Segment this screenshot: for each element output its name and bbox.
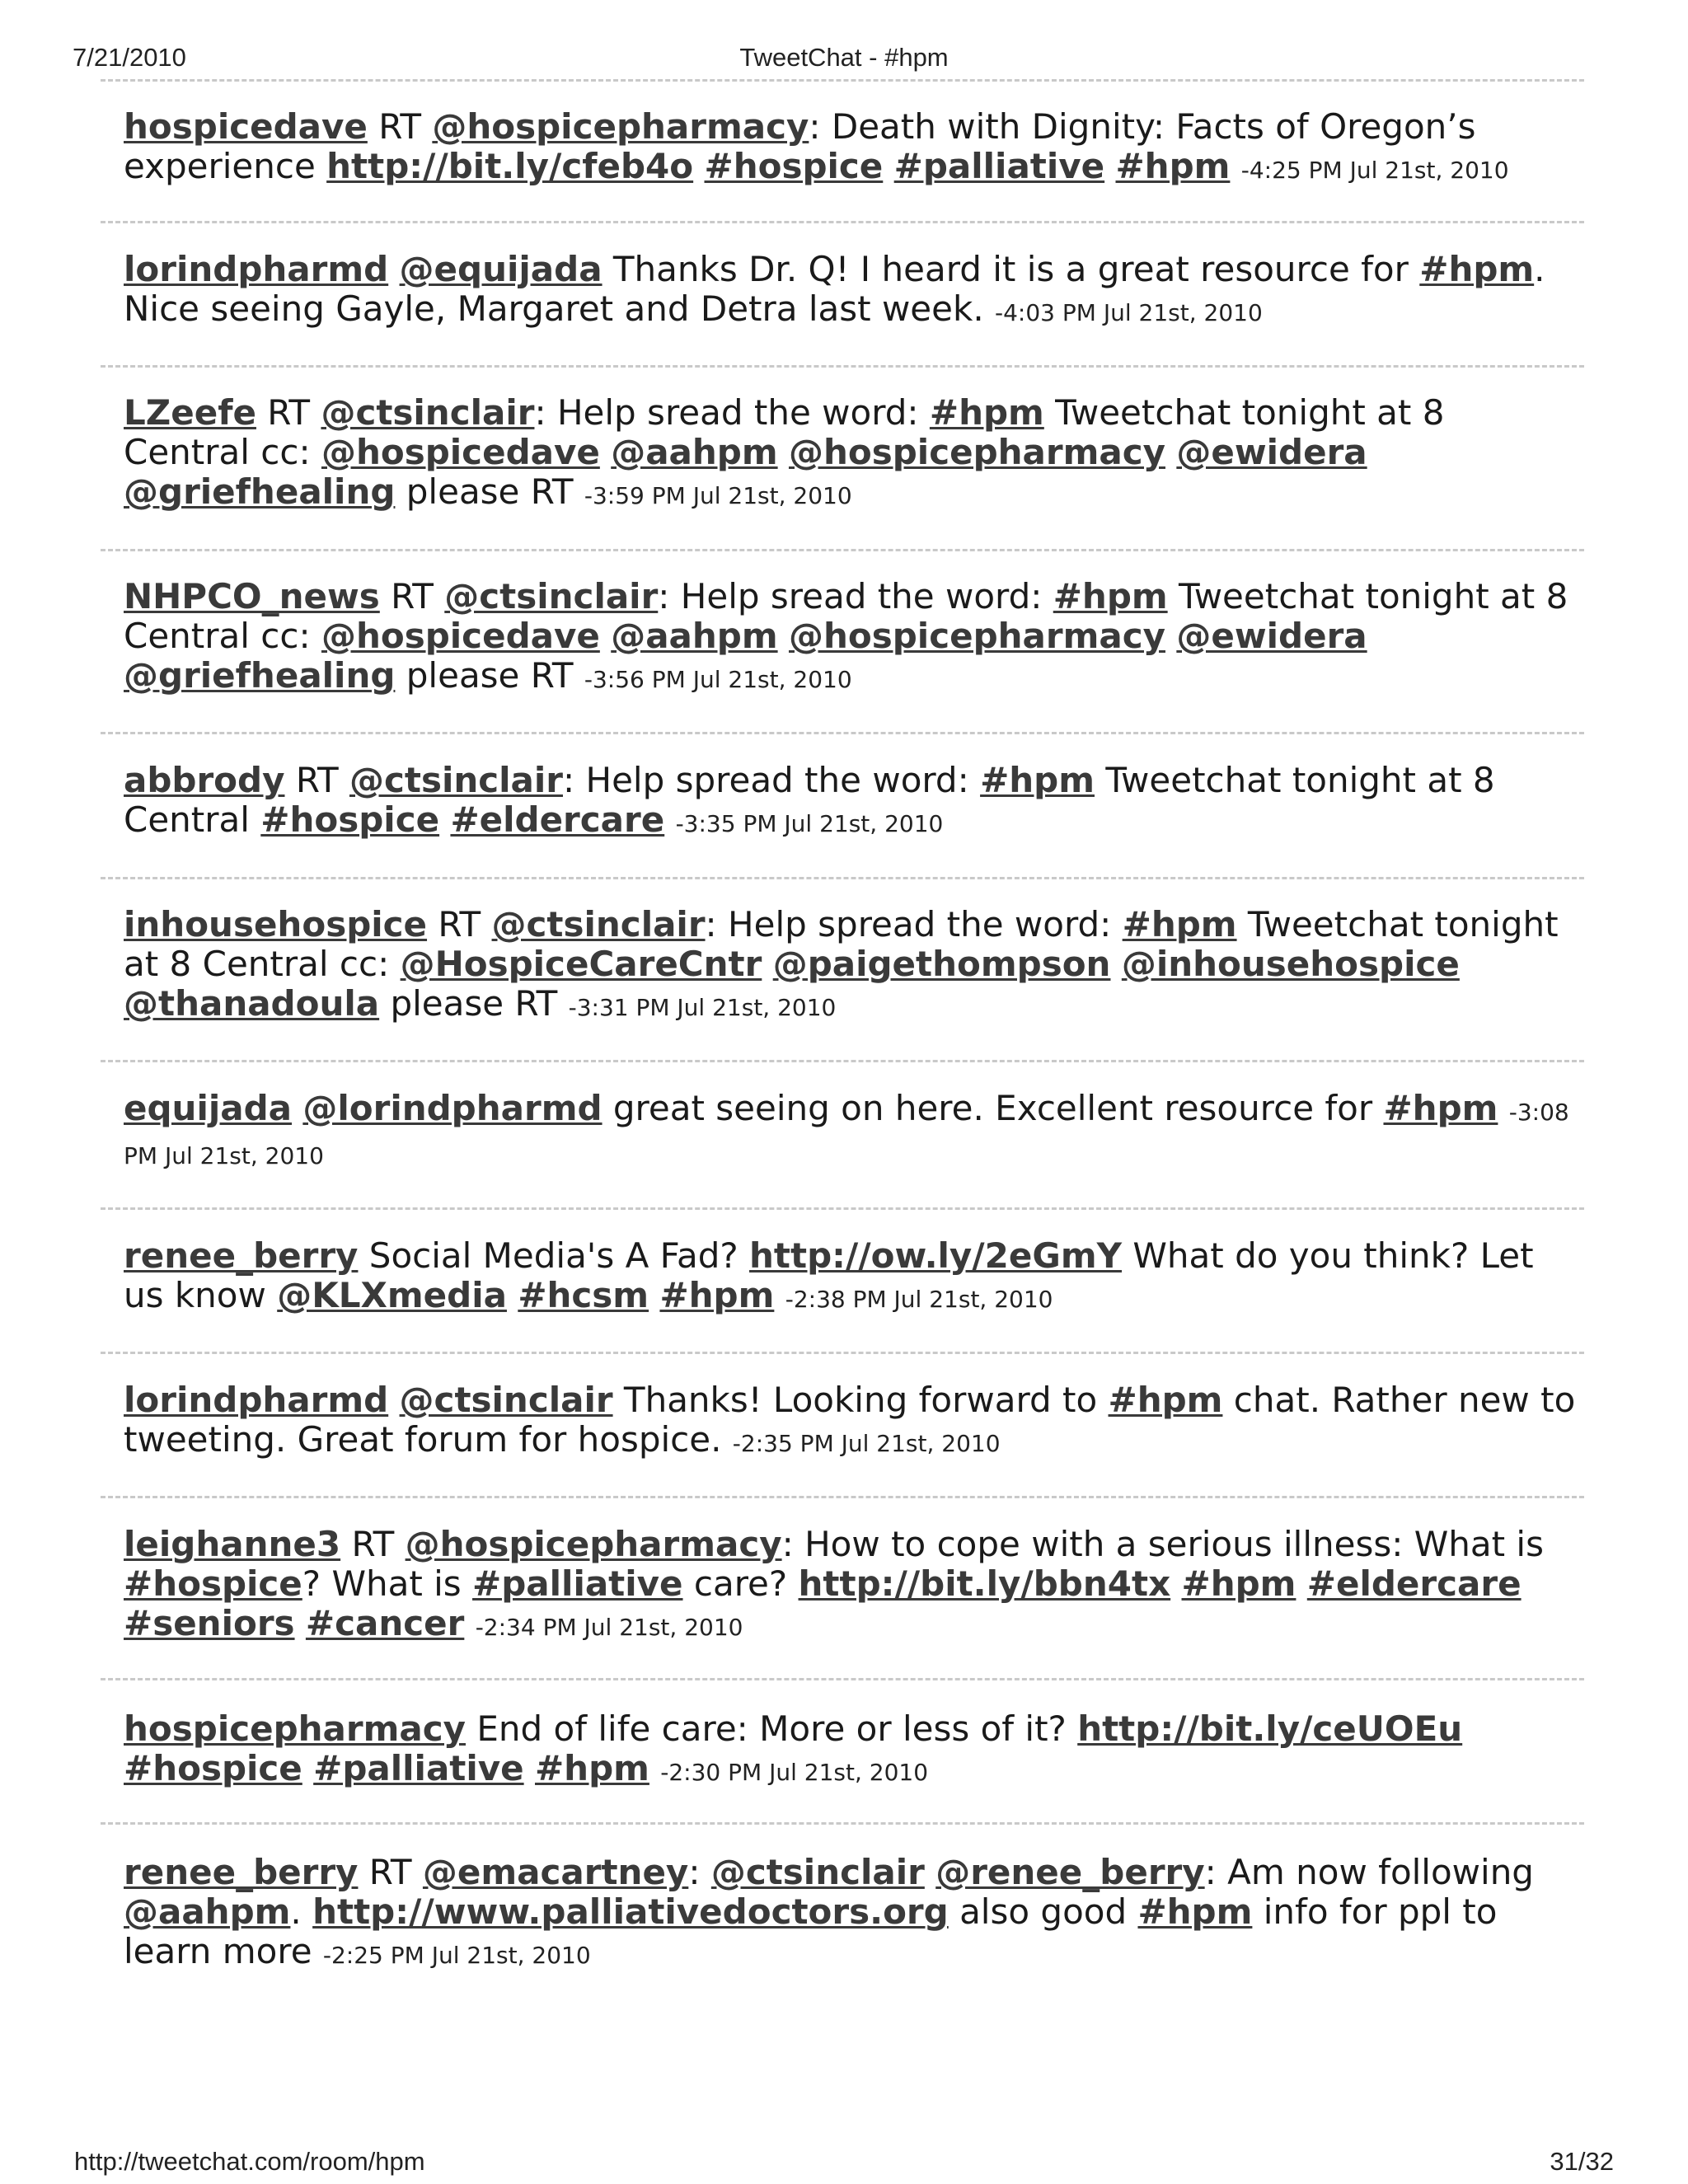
tweet-separator bbox=[101, 79, 1584, 82]
tweet-timestamp: -2:30 PM Jul 21st, 2010 bbox=[660, 1759, 929, 1786]
page-number: 31/32 bbox=[1550, 2147, 1614, 2176]
tweet bbox=[124, 393, 1578, 516]
tweet-separator bbox=[101, 1678, 1584, 1680]
tweet-text bbox=[1230, 146, 1240, 186]
tweet-text bbox=[388, 1380, 399, 1420]
tweet-text: great seeing on here. Excellent resource for bbox=[602, 1088, 1384, 1128]
tweet-timestamp: -3:35 PM Jul 21st, 2010 bbox=[675, 810, 944, 837]
tweet-timestamp: -2:35 PM Jul 21st, 2010 bbox=[732, 1430, 1001, 1457]
tweet-text: please RT bbox=[395, 471, 584, 512]
tweet-timestamp: -3:08 PM Jul 21st, 2010 bbox=[124, 1099, 1569, 1169]
tweet-text bbox=[778, 432, 789, 472]
tweet-timestamp: -3:59 PM Jul 21st, 2010 bbox=[584, 482, 852, 509]
tweet-timestamp: -2:34 PM Jul 21st, 2010 bbox=[475, 1614, 743, 1641]
tweet-text: please RT bbox=[379, 983, 569, 1024]
url-link[interactable]: http://bit.ly/ceUOEu bbox=[1077, 1708, 1463, 1749]
tweet-username-link[interactable]: renee_berry bbox=[124, 1235, 359, 1276]
tweet-timestamp: -2:38 PM Jul 21st, 2010 bbox=[785, 1286, 1053, 1313]
mention-link[interactable]: @ctsinclair bbox=[710, 1852, 925, 1892]
tweet-text bbox=[1104, 146, 1115, 186]
tweet-text bbox=[649, 1275, 659, 1315]
tweet-text bbox=[1165, 616, 1176, 656]
tweet-text bbox=[1296, 1563, 1306, 1604]
tweet bbox=[124, 1709, 1578, 1793]
hashtag-link[interactable]: #hpm bbox=[1115, 146, 1231, 186]
tweet-text: Thanks! Looking forward to bbox=[612, 1380, 1109, 1420]
url-link[interactable]: http://ow.ly/2eGmY bbox=[749, 1235, 1123, 1276]
tweet-username-link[interactable]: hospicepharmacy bbox=[124, 1708, 466, 1749]
tweet-username-link[interactable]: inhousehospice bbox=[124, 904, 428, 944]
tweet bbox=[124, 1236, 1578, 1319]
hashtag-link[interactable]: #hcsm bbox=[518, 1275, 649, 1315]
mention-link[interactable]: @HospiceCareCntr bbox=[400, 944, 762, 984]
tweet-text: RT bbox=[379, 576, 445, 616]
tweet-text: Tweetchat tonight at 8 Central cc: bbox=[124, 392, 1445, 472]
hashtag-link[interactable]: #hpm bbox=[1137, 1891, 1253, 1932]
hashtag-link[interactable]: #hpm bbox=[1122, 904, 1237, 944]
mention-link[interactable]: @aahpm bbox=[611, 616, 778, 656]
tweet-username-link[interactable]: renee_berry bbox=[124, 1852, 359, 1892]
hashtag-link[interactable]: #cancer bbox=[305, 1603, 465, 1643]
tweet-text: : Help sread the word: bbox=[534, 392, 930, 433]
tweet-separator bbox=[101, 1822, 1584, 1825]
url-link[interactable]: http://www.palliativedoctors.org bbox=[312, 1891, 949, 1932]
mention-link[interactable]: @griefhealing bbox=[124, 655, 396, 696]
tweet-text bbox=[762, 944, 772, 984]
tweet bbox=[124, 577, 1578, 700]
mention-link[interactable]: @hospicepharmacy bbox=[788, 432, 1165, 472]
tweet-text: also good bbox=[948, 1891, 1138, 1932]
tweet-text: ? What is bbox=[302, 1563, 473, 1604]
tweet-username-link[interactable]: NHPCO_news bbox=[124, 576, 380, 616]
page-url: http://tweetchat.com/room/hpm bbox=[74, 2147, 425, 2176]
mention-link[interactable]: @hospicepharmacy bbox=[788, 616, 1165, 656]
mention-link[interactable]: @ctsinclair bbox=[349, 760, 563, 800]
tweet bbox=[124, 761, 1578, 844]
mention-link[interactable]: @ctsinclair bbox=[399, 1380, 613, 1420]
mention-link[interactable]: @aahpm bbox=[611, 432, 778, 472]
tweet-timestamp: -4:25 PM Jul 21st, 2010 bbox=[1240, 157, 1509, 184]
tweet-text bbox=[524, 1748, 535, 1788]
tweet-text bbox=[600, 432, 611, 472]
tweet-text: : Help spread the word: bbox=[562, 760, 981, 800]
mention-link[interactable]: @thanadoula bbox=[124, 983, 380, 1024]
tweet-text: chat. Rather new to tweeting. Great forum for hospice. bbox=[124, 1380, 1576, 1460]
tweet-username-link[interactable]: lorindpharmd bbox=[124, 249, 389, 289]
tweet-text bbox=[507, 1275, 518, 1315]
tweet-text bbox=[693, 146, 704, 186]
hashtag-link[interactable]: #hpm bbox=[534, 1748, 649, 1788]
hashtag-link[interactable]: #hpm bbox=[659, 1275, 775, 1315]
tweet-text bbox=[600, 616, 611, 656]
mention-link[interactable]: @KLXmedia bbox=[277, 1275, 507, 1315]
tweet-text: info for ppl to learn more bbox=[124, 1891, 1498, 1971]
hashtag-link[interactable]: #seniors bbox=[124, 1603, 295, 1643]
hashtag-link[interactable]: #hospice bbox=[704, 146, 884, 186]
tweet-text bbox=[1110, 944, 1121, 984]
mention-link[interactable]: @ctsinclair bbox=[444, 576, 659, 616]
tweet-timestamp: -4:03 PM Jul 21st, 2010 bbox=[995, 299, 1263, 326]
url-link[interactable]: http://bit.ly/bbn4tx bbox=[798, 1563, 1171, 1604]
tweet-text: Tweetchat tonight at 8 Central cc: bbox=[124, 904, 1559, 984]
mention-link[interactable]: @hospicepharmacy bbox=[405, 1524, 782, 1564]
tweet-text bbox=[925, 1852, 935, 1892]
mention-link[interactable]: @hospicedave bbox=[321, 432, 600, 472]
mention-link[interactable]: @ewidera bbox=[1176, 616, 1367, 656]
tweet-text: : Help sread the word: bbox=[658, 576, 1053, 616]
tweet-text: Social Media's A Fad? bbox=[358, 1235, 750, 1276]
tweet-username-link[interactable]: hospicedave bbox=[124, 106, 368, 147]
tweet-separator bbox=[101, 1207, 1584, 1210]
mention-link[interactable]: @equijada bbox=[399, 249, 603, 289]
tweet-username-link[interactable]: lorindpharmd bbox=[124, 1380, 389, 1420]
tweet-username-link[interactable]: abbrody bbox=[124, 760, 285, 800]
mention-link[interactable]: @renee_berry bbox=[935, 1852, 1205, 1892]
tweet-text: What do you think? Let us know bbox=[124, 1235, 1534, 1315]
tweet-text: . bbox=[290, 1891, 313, 1932]
tweet-text: RT bbox=[427, 904, 492, 944]
tweet-text: Tweetchat tonight at 8 Central cc: bbox=[124, 576, 1568, 656]
mention-link[interactable]: @ewidera bbox=[1176, 432, 1367, 472]
mention-link[interactable]: @inhousehospice bbox=[1121, 944, 1460, 984]
tweet-text bbox=[649, 1748, 660, 1788]
tweet-timestamp: -3:31 PM Jul 21st, 2010 bbox=[568, 994, 837, 1021]
tweet-text: RT bbox=[256, 392, 321, 433]
print-date: 7/21/2010 bbox=[73, 43, 186, 72]
tweet-separator bbox=[101, 1496, 1584, 1498]
tweet-text bbox=[883, 146, 893, 186]
tweet-username-link[interactable]: LZeefe bbox=[124, 392, 256, 433]
hashtag-link[interactable]: #hospice bbox=[124, 1563, 302, 1604]
tweet-text: : bbox=[688, 1852, 711, 1892]
hashtag-link[interactable]: #palliative bbox=[472, 1563, 683, 1604]
hashtag-link[interactable]: #hpm bbox=[1181, 1563, 1296, 1604]
tweet-text: care? bbox=[682, 1563, 799, 1604]
tweet-text: RT bbox=[284, 760, 349, 800]
tweet bbox=[124, 905, 1578, 1028]
tweet-text: End of life care: More or less of it? bbox=[466, 1708, 1078, 1749]
hashtag-link[interactable]: #hpm bbox=[1108, 1380, 1223, 1420]
tweet-text: : How to cope with a serious illness: What is bbox=[781, 1524, 1544, 1564]
hashtag-link[interactable]: #palliative bbox=[893, 146, 1105, 186]
tweet-text bbox=[388, 249, 399, 289]
tweet-text: : Death with Dignity: Facts of Oregon’s experience bbox=[124, 106, 1476, 186]
tweet-text bbox=[302, 1748, 313, 1788]
hashtag-link[interactable]: #hpm bbox=[980, 760, 1095, 800]
tweet-separator bbox=[101, 549, 1584, 551]
tweet-text: please RT bbox=[395, 655, 584, 696]
hashtag-link[interactable]: #hospice bbox=[124, 1748, 302, 1788]
mention-link[interactable]: @emacartney bbox=[422, 1852, 689, 1892]
url-link[interactable]: http://bit.ly/cfeb4o bbox=[326, 146, 694, 186]
tweet-text: Tweetchat tonight at 8 Central bbox=[124, 760, 1495, 840]
tweet-username-link[interactable]: equijada bbox=[124, 1088, 292, 1128]
tweet bbox=[124, 250, 1578, 333]
page-title: TweetChat - #hpm bbox=[739, 43, 949, 72]
tweet-text: RT bbox=[367, 106, 433, 147]
tweet-timestamp: -3:56 PM Jul 21st, 2010 bbox=[584, 666, 852, 693]
hashtag-link[interactable]: #hpm bbox=[1383, 1088, 1498, 1128]
tweet bbox=[124, 1089, 1578, 1176]
tweet-text: RT bbox=[358, 1852, 423, 1892]
tweet-text: : Am now following bbox=[1204, 1852, 1534, 1892]
mention-link[interactable]: @ctsinclair bbox=[491, 904, 706, 944]
tweet bbox=[124, 1380, 1578, 1464]
tweet-username-link[interactable]: leighanne3 bbox=[124, 1524, 341, 1564]
mention-link[interactable]: @hospicepharmacy bbox=[432, 106, 809, 147]
tweet-text bbox=[1170, 1563, 1181, 1604]
tweet-separator bbox=[101, 732, 1584, 734]
hashtag-link[interactable]: #eldercare bbox=[1306, 1563, 1522, 1604]
tweet-text bbox=[439, 799, 450, 840]
tweet bbox=[124, 1525, 1578, 1647]
tweet-text bbox=[1165, 432, 1176, 472]
tweet-text bbox=[292, 1088, 302, 1128]
mention-link[interactable]: @hospicedave bbox=[321, 616, 600, 656]
tweet-text bbox=[778, 616, 789, 656]
tweet-separator bbox=[101, 365, 1584, 368]
tweet-text bbox=[464, 1603, 475, 1643]
mention-link[interactable]: @aahpm bbox=[124, 1891, 291, 1932]
tweet-text: . Nice seeing Gayle, Margaret and Detra last week. bbox=[124, 249, 1545, 329]
tweet-text: Thanks Dr. Q! I heard it is a great resource for bbox=[602, 249, 1420, 289]
tweet bbox=[124, 107, 1578, 190]
hashtag-link[interactable]: #hpm bbox=[1419, 249, 1535, 289]
tweet-text: RT bbox=[340, 1524, 406, 1564]
hashtag-link[interactable]: #hpm bbox=[1053, 576, 1168, 616]
tweet-text bbox=[1498, 1088, 1508, 1128]
mention-link[interactable]: @griefhealing bbox=[124, 471, 396, 512]
tweet-text bbox=[295, 1603, 306, 1643]
hashtag-link[interactable]: #palliative bbox=[313, 1748, 524, 1788]
tweet-separator bbox=[101, 877, 1584, 879]
tweet-timestamp: -2:25 PM Jul 21st, 2010 bbox=[322, 1942, 591, 1969]
mention-link[interactable]: @lorindpharmd bbox=[302, 1088, 603, 1128]
tweet bbox=[124, 1853, 1578, 1975]
tweet-separator bbox=[101, 1060, 1584, 1062]
hashtag-link[interactable]: #eldercare bbox=[450, 799, 665, 840]
tweet-text: : Help spread the word: bbox=[705, 904, 1123, 944]
mention-link[interactable]: @ctsinclair bbox=[321, 392, 535, 433]
tweet-separator bbox=[101, 1352, 1584, 1354]
tweet-text bbox=[664, 799, 675, 840]
hashtag-link[interactable]: #hpm bbox=[929, 392, 1044, 433]
tweet-separator bbox=[101, 221, 1584, 223]
tweet-text bbox=[774, 1275, 785, 1315]
mention-link[interactable]: @paigethompson bbox=[772, 944, 1111, 984]
hashtag-link[interactable]: #hospice bbox=[260, 799, 440, 840]
